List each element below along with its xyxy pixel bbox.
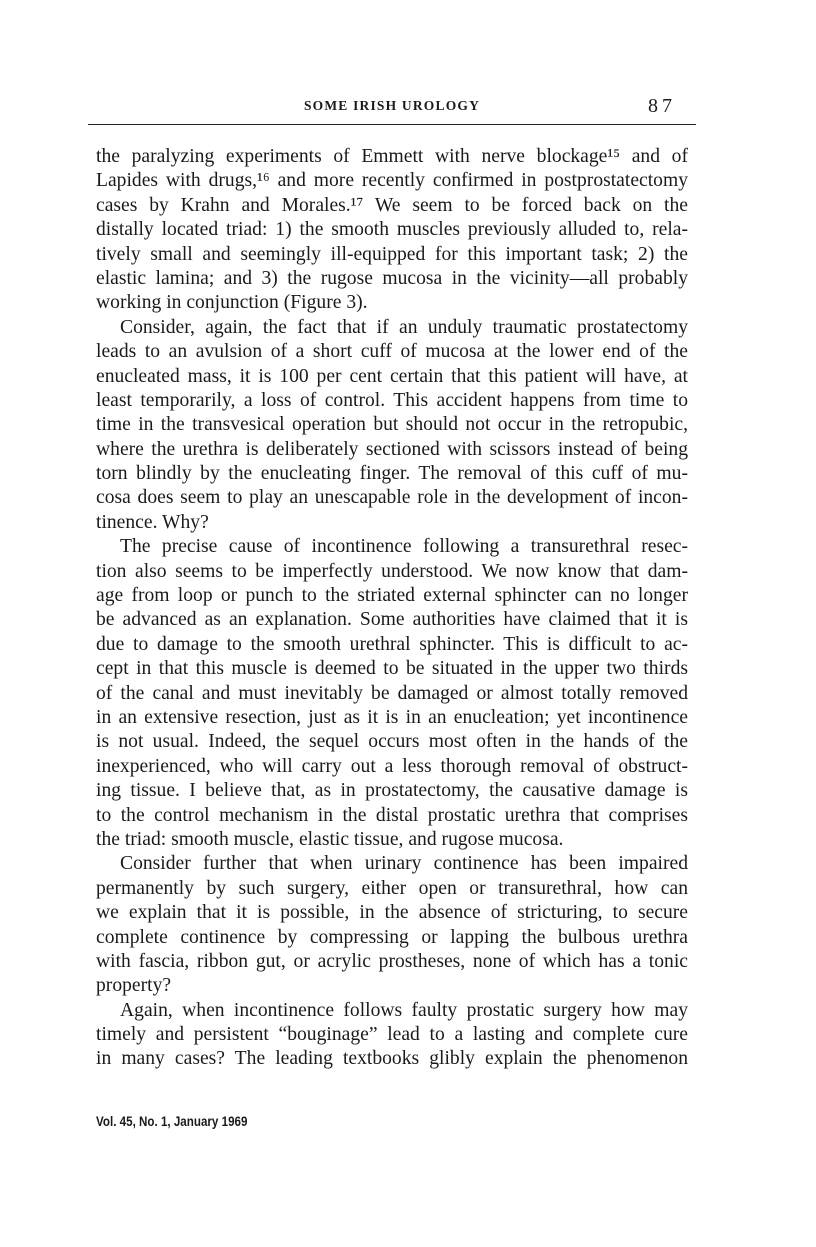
text-line: working in conjunction (Figure 3). xyxy=(96,292,368,314)
running-head xyxy=(88,95,696,119)
text-line: tion also seems to be imperfectly understood. We now know that dam- xyxy=(96,560,688,582)
text-line: we explain that it is possible, in the absence of stricturing, to secure xyxy=(96,902,688,924)
text-line: permanently by such surgery, either open or transurethral, how can xyxy=(96,877,688,899)
page-number: 87 xyxy=(648,95,676,117)
text-line: torn blindly by the enucleating finger. The removal of this cuff of mu- xyxy=(96,463,688,485)
text-line: is not usual. Indeed, the sequel occurs most often in the hands of the xyxy=(96,731,688,753)
text-line: timely and persistent “bouginage” lead to a lasting and complete cure xyxy=(96,1024,688,1046)
text-line: distally located triad: 1) the smooth muscles previously alluded to, rela- xyxy=(96,219,688,241)
article-body xyxy=(96,145,688,1072)
text-line: Consider further that when urinary continence has been impaired xyxy=(120,853,688,875)
text-line: cosa does seem to play an unescapable role in the development of incon- xyxy=(96,487,688,509)
text-line: ing tissue. I believe that, as in prostatectomy, the causative damage is xyxy=(96,780,688,802)
text-line: the triad: smooth muscle, elastic tissue, and rugose mucosa. xyxy=(96,828,564,850)
text-line: The precise cause of incontinence following a transurethral resec- xyxy=(120,536,688,558)
text-line: enucleated mass, it is 100 per cent certain that this patient will have, at xyxy=(96,365,688,387)
text-line: with fascia, ribbon gut, or acrylic prostheses, none of which has a tonic xyxy=(96,950,688,972)
text-line: where the urethra is deliberately sectioned with scissors instead of being xyxy=(96,438,688,460)
text-line: Again, when incontinence follows faulty prostatic surgery how may xyxy=(120,999,688,1021)
text-line: Consider, again, the fact that if an unduly traumatic prostatectomy xyxy=(120,316,688,338)
text-line: time in the transvesical operation but should not occur in the retropubic, xyxy=(96,414,688,436)
text-line: be advanced as an explanation. Some authorities have claimed that it is xyxy=(96,609,688,631)
text-line: to the control mechanism in the distal prostatic urethra that comprises xyxy=(96,804,688,826)
text-line: age from loop or punch to the striated external sphincter can no longer xyxy=(96,585,688,607)
text-line: in many cases? The leading textbooks glibly explain the phenomenon xyxy=(96,1048,688,1070)
text-line: the paralyzing experiments of Emmett with nerve blockage¹⁵ and of xyxy=(96,146,688,167)
text-line: cept in that this muscle is deemed to be situated in the upper two thirds xyxy=(96,658,688,680)
text-line: inexperienced, who will carry out a less thorough removal of obstruct- xyxy=(96,755,688,777)
journal-citation: Vol. 45, No. 1, January 1969 xyxy=(96,1114,248,1129)
text-line: due to damage to the smooth urethral sphincter. This is difficult to ac- xyxy=(96,633,688,655)
text-line: complete continence by compressing or lapping the bulbous urethra xyxy=(96,926,688,948)
text-line: tinence. Why? xyxy=(96,511,209,533)
running-title: SOME IRISH UROLOGY xyxy=(303,98,481,113)
text-line: leads to an avulsion of a short cuff of mucosa at the lower end of the xyxy=(96,341,688,363)
text-line: least temporarily, a loss of control. This accident happens from time to xyxy=(96,389,688,411)
text-line: in an extensive resection, just as it is in an enucleation; yet incontinence xyxy=(96,706,688,728)
text-line: tively small and seemingly ill-equipped for this important task; 2) the xyxy=(96,243,688,265)
text-line: elastic lamina; and 3) the rugose mucosa in the vicinity—all probably xyxy=(96,267,688,289)
text-line: of the canal and must inevitably be damaged or almost totally removed xyxy=(96,682,688,704)
header-rule xyxy=(88,124,696,125)
text-line: property? xyxy=(96,975,172,997)
text-line: cases by Krahn and Morales.¹⁷ We seem to be forced back on the xyxy=(96,194,688,216)
text-line: Lapides with drugs,¹⁶ and more recently confirmed in postprostatectomy xyxy=(96,170,688,192)
